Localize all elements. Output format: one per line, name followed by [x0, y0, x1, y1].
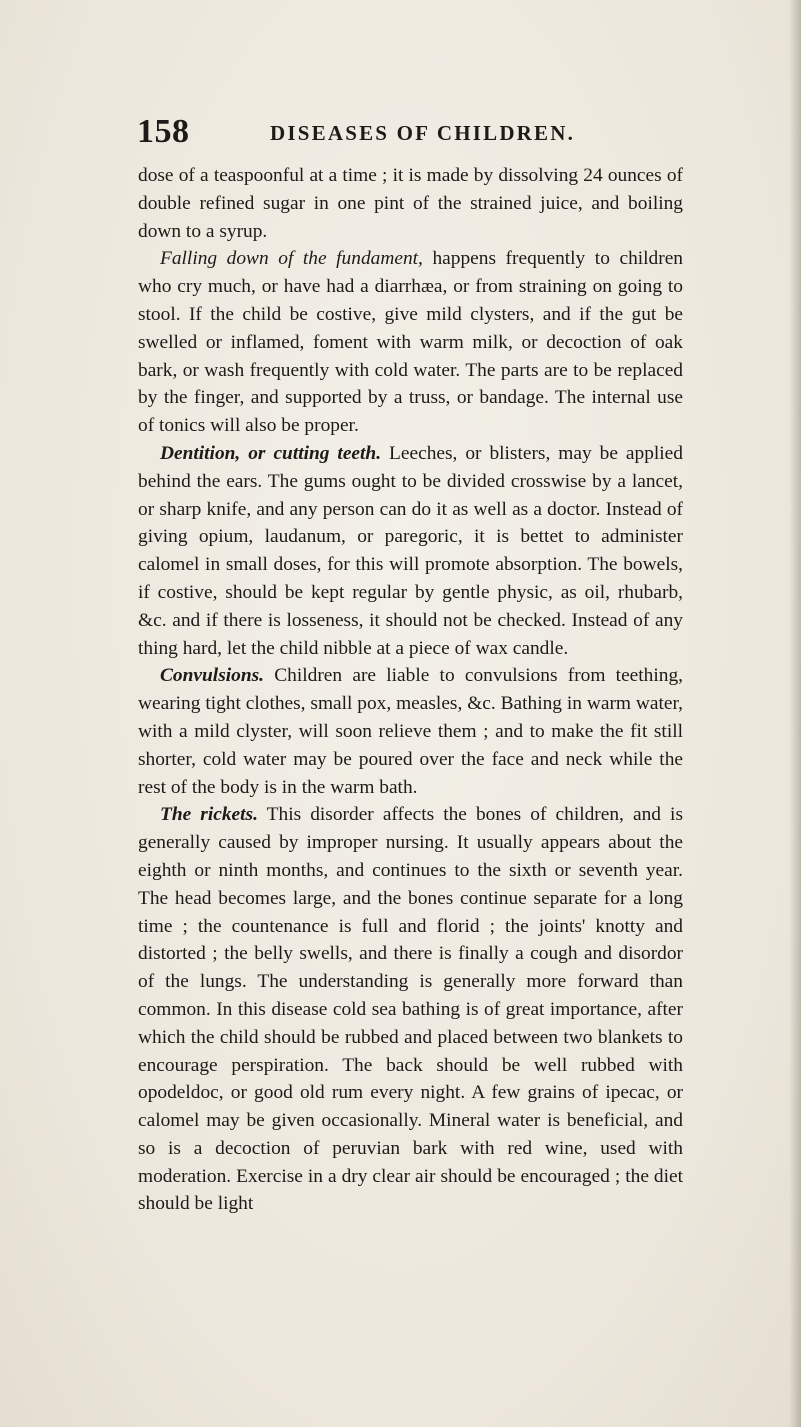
paragraph-rickets [138, 801, 683, 1218]
paragraph-body: dose of a teaspoonful at a time ; it is made by dissolving 24 ounces of double refined sugar in one pint of the strained juice, and boiling down to a syrup. [138, 165, 683, 242]
paragraph-body: This disorder affects the bones of children, and is generally caused by improper nursing. It usually appears about the eighth or ninth months, and continues to the sixth or seventh year. The head becomes large, and the bones continue separate for a long time ; the countenance is full and florid ; the joints' knotty and distorted ; the belly swells, and there is finally a cough and disordor of the lungs. The understanding is generally more forward than common. In this disease cold sea bathing is of great importance, after which the child should be rubbed and placed between two blankets to encourage perspiration. The back should be well rubbed with opodeldoc, or good old rum every night. A few grains of ipecac, or calomel may be given occasionally. Mineral water is beneficial, and so is a decoction of peruvian bark with red wine, used with moderation. Exercise in a dry clear air should be encouraged ; the diet should be light [138, 804, 683, 1215]
paragraph-body: happens frequently to children who cry much, or have had a diarrhæa, or from straining on going to stool. If the child be costive, give mild clysters, and if the gut be swelled or inflamed, foment with warm milk, or decoction of oak bark, or wash frequently with cold water. The parts are to be replaced by the finger, and supported by a truss, or bandage. The internal use of tonics will also be proper. [138, 248, 683, 437]
paragraph-body: Children are liable to convulsions from teething, wearing tight clothes, small pox, measles, &c. Bathing in warm water, with a mild clyster, will soon relieve them ; and to make the fit still shorter, cold water may be poured over the face and neck while the rest of the body is in the warm bath. [138, 665, 683, 798]
paragraph-continued [138, 162, 683, 245]
running-head: DISEASES OF CHILDREN. [270, 121, 576, 145]
page-edge-shadow [789, 0, 801, 1427]
section-heading: Falling down of the fundament, [160, 248, 423, 270]
page-header [0, 110, 801, 154]
section-heading: Convulsions. [160, 665, 264, 687]
section-heading: The rickets. [160, 804, 258, 826]
paragraph-falling-down [138, 245, 683, 440]
paragraph-body: Leeches, or blisters, may be applied behind the ears. The gums ought to be divided crosswise by a lancet, or sharp knife, and any person can do it as well as a doctor. Instead of giving opium, laudanum, or paregoric, it is bettet to administer calomel in small doses, for this will promote absorption. The bowels, if costive, should be kept regular by gentle physic, as oil, rhubarb, &c. and if there is losseness, it should not be checked. Instead of any thing hard, let the child nibble at a piece of wax candle. [138, 442, 683, 659]
paragraph-dentition [138, 440, 683, 662]
page-number: 158 [137, 113, 190, 150]
body-text [138, 162, 683, 1218]
paragraph-convulsions [138, 662, 683, 801]
section-heading: Dentition, or cutting teeth. [160, 442, 382, 464]
